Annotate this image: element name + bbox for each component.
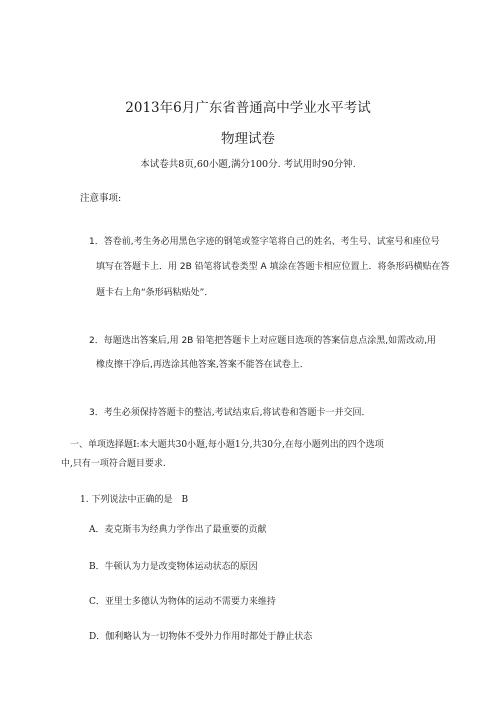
exam-info: 本试卷共8页,60小题,满分100分. 考试用时90分钟.: [140, 159, 356, 170]
question-1-option-b: B．牛顿认为力是改变物体运动状态的原因: [89, 562, 258, 572]
notice-item-1-line-3: 题卡右上角“条形码粘贴处”．: [96, 288, 214, 298]
exam-title: 2013年6月广东省普通高中学业水平考试: [125, 100, 371, 116]
notice-heading: 注意事项:: [80, 193, 122, 204]
section-heading-line-2: 中,只有一项符合题目要求.: [61, 459, 166, 469]
question-1-stem: 1. 下列说法中正确的是 B: [80, 495, 189, 505]
notice-item-1-line-1: 1．答卷前,考生务必用黑色字迹的钢笔或签字笔将自己的姓名、考生号、试室号和座位号: [89, 237, 440, 247]
exam-subject: 物理试卷: [221, 131, 275, 147]
question-1-option-c: C．亚里士多德认为物体的运动不需要力来维持: [89, 597, 276, 607]
notice-item-3-line-1: 3．考生必须保持答题卡的整洁,考试结束后,将试卷和答题卡一并交回．: [89, 408, 371, 418]
notice-item-1-line-2: 填写在答题卡上．用 2B 铅笔将试卷类型 A 填涂在答题卡相应位置上．将条形码横贴在答: [96, 262, 450, 272]
section-heading-line-1: 一、单项选择题Ⅰ:本大题共30小题,每小题1分,共30分,在每小题列出的四个选项: [70, 440, 384, 450]
notice-item-2-line-2: 橡皮擦干净后,再选涂其他答案,答案不能答在试卷上．: [96, 360, 309, 370]
question-1-option-d: D．伽利略认为一切物体不受外力作用时都处于静止状态: [89, 632, 313, 642]
question-1-option-a: A．麦克斯韦为经典力学作出了最重要的贡献: [89, 525, 267, 535]
notice-item-2-line-1: 2．每题选出答案后,用 2B 铅笔把答题卡上对应题目选项的答案信息点涂黑,如需改动,用: [89, 336, 436, 346]
